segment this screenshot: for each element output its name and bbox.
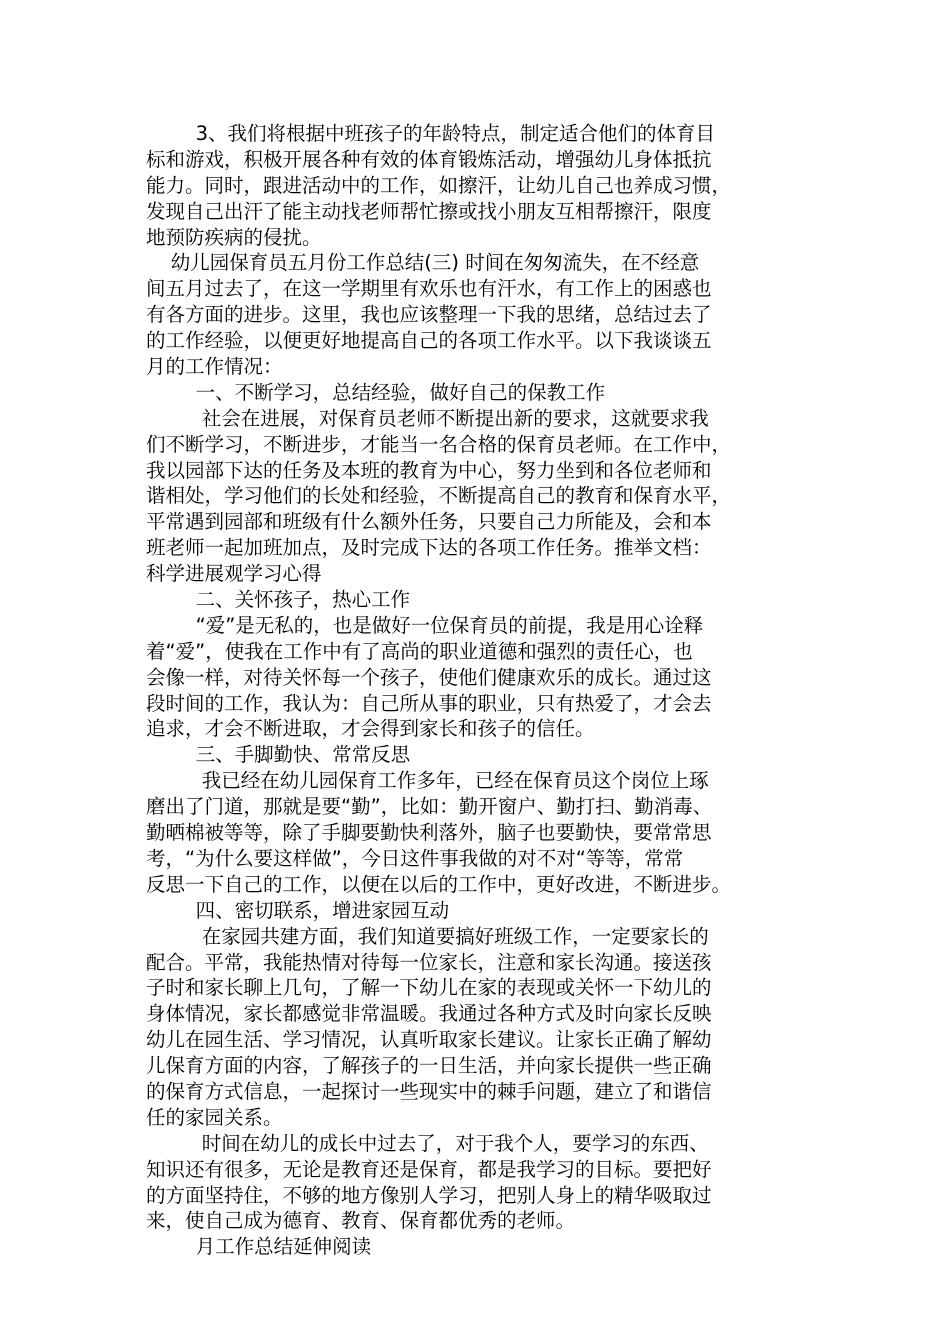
text-line: 我已经在幼儿园保育工作多年，已经在保育员这个岗位上琢 bbox=[146, 769, 709, 793]
text-line: 来，使自己成为德育、教育、保育都优秀的老师。 bbox=[146, 1209, 576, 1233]
section-heading: 四、密切联系，增进家园互动 bbox=[146, 898, 450, 922]
text-line: 的方面坚持住，不够的地方像别人学习，把别人身上的精华吸取过 bbox=[146, 1183, 712, 1207]
text-line: 的工作经验，以便更好地提高自己的各项工作水平。以下我谈谈五 bbox=[146, 329, 712, 353]
text-line: 幼儿园保育员五月份工作总结(三) 时间在匆匆流失，在不经意 bbox=[146, 251, 700, 275]
text-line: 谐相处，学习他们的长处和经验，不断提高自己的教育和保育水平， bbox=[146, 484, 732, 508]
text-line: 我以园部下达的任务及本班的教育为中心，努力坐到和各位老师和 bbox=[146, 458, 712, 482]
text-line: 反思一下自己的工作，以便在以后的工作中，更好改进，不断进步。 bbox=[146, 872, 732, 896]
text-line: 知识还有很多，无论是教育还是保育，都是我学习的目标。要把好 bbox=[146, 1157, 712, 1181]
text-line: 间五月过去了，在这一学期里有欢乐也有汗水，有工作上的困惑也 bbox=[146, 277, 712, 301]
text-line: 磨出了门道，那就是要“勤”，比如：勤开窗户、勤打扫、勤消毒、 bbox=[146, 795, 713, 819]
section-heading: 一、不断学习，总结经验，做好自己的保教工作 bbox=[146, 380, 606, 404]
text-line: 着“爱”，使我在工作中有了高尚的职业道德和强烈的责任心，也 bbox=[146, 639, 693, 663]
section-heading: 月工作总结延伸阅读 bbox=[146, 1235, 372, 1259]
text-line: 社会在进展，对保育员老师不断提出新的要求，这就要求我 bbox=[146, 406, 709, 430]
text-line: 3、我们将根据中班孩子的年龄特点，制定适合他们的体育目 bbox=[146, 122, 715, 145]
text-line: 段时间的工作，我认为：自己所从事的职业，只有热爱了，才会去 bbox=[146, 691, 712, 715]
section-heading: 二、关怀孩子，热心工作 bbox=[146, 588, 411, 612]
text-line: 儿保育方面的内容，了解孩子的一日生活，并向家长提供一些正确 bbox=[146, 1054, 712, 1078]
text-line: “爱”是无私的，也是做好一位保育员的前提，我是用心诠释 bbox=[146, 613, 704, 637]
text-line: 会像一样，对待关怀每一个孩子，使他们健康欢乐的成长。通过这 bbox=[146, 665, 712, 689]
text-line: 在家园共建方面，我们知道要搞好班级工作，一定要家长的 bbox=[146, 924, 709, 948]
text-line: 能力。同时，跟进活动中的工作，如擦汗，让幼儿自己也养成习惯， bbox=[146, 173, 732, 197]
text-line: 平常遇到园部和班级有什么额外任务，只要自己力所能及，会和本 bbox=[146, 510, 712, 534]
text-line: 地预防疾病的侵扰。 bbox=[146, 225, 322, 249]
text-line: 任的家园关系。 bbox=[146, 1105, 283, 1129]
text-line: 追求，才会不断进取，才会得到家长和孩子的信任。 bbox=[146, 717, 595, 741]
text-line: 身体情况，家长都感觉非常温暖。我通过各种方式及时向家长反映 bbox=[146, 1002, 712, 1026]
text-line: 科学进展观学习心得 bbox=[146, 562, 322, 586]
text-line: 发现自己出汗了能主动找老师帮忙擦或找小朋友互相帮擦汗，限度 bbox=[146, 199, 712, 223]
text-line: 子时和家长聊上几句，了解一下幼儿在家的表现或关怀一下幼儿的 bbox=[146, 976, 712, 1000]
text-line: 的保育方式信息，一起探讨一些现实中的棘手问题，建立了和谐信 bbox=[146, 1079, 712, 1103]
text-line: 时间在幼儿的成长中过去了，对于我个人，要学习的东西、 bbox=[146, 1131, 709, 1155]
text-line: 们不断学习，不断进步，才能当一名合格的保育员老师。在工作中， bbox=[146, 432, 732, 456]
text-line: 有各方面的进步。这里，我也应该整理一下我的思绪，总结过去了 bbox=[146, 303, 712, 327]
text-line: 班老师一起加班加点，及时完成下达的各项工作任务。推举文档： bbox=[146, 536, 712, 560]
text-line: 勤晒棉被等等，除了手脚要勤快利落外，脑子也要勤快，要常常思 bbox=[146, 821, 712, 845]
document-body bbox=[146, 121, 806, 1260]
text-line: 配合。平常，我能热情对待每一位家长，注意和家长沟通。接送孩 bbox=[146, 950, 712, 974]
section-heading: 三、手脚勤快、常常反思 bbox=[146, 743, 411, 767]
text-line: 幼儿在园生活、学习情况，认真听取家长建议。让家长正确了解幼 bbox=[146, 1028, 712, 1052]
text-line: 月的工作情况： bbox=[146, 355, 283, 379]
text-line: 标和游戏，积极开展各种有效的体育锻炼活动，增强幼儿身体抵抗 bbox=[146, 147, 712, 171]
text-line: 考，“为什么要这样做”，今日这件事我做的对不对“等等，常常 bbox=[146, 846, 684, 870]
